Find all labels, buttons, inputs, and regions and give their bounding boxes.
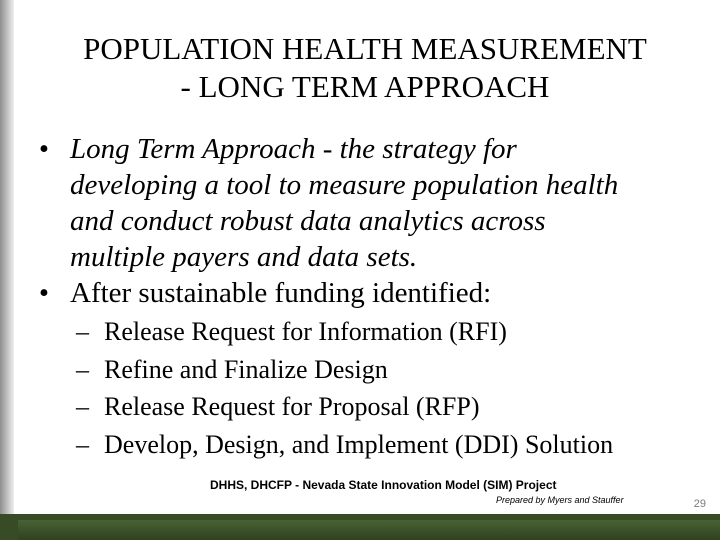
bullet-item-funding [32,275,712,311]
bullet-text [70,131,712,275]
bottom-accent-bar-inner [18,520,720,540]
sub-marker: – [76,354,89,384]
sub-item-design [76,351,716,389]
slide-title-line-1: POPULATION HEALTH MEASUREMENT [83,31,647,66]
sub-item-rfi [76,313,716,351]
sub-item-text: Develop, Design, and Implement (DDI) Solution [104,429,614,459]
sub-item-text: Release Request for Information (RFI) [104,317,507,346]
bullet-item-long-term-approach [32,131,712,275]
bullet-text-line: multiple payers and data sets. [70,241,418,273]
left-accent-bar [0,0,14,540]
bullet-text-line: and conduct robust data analytics across [70,205,546,237]
bullet-marker: • [38,277,50,309]
bullet-text: After sustainable funding identified: [70,277,492,309]
sub-marker: – [76,392,89,421]
sub-item-rfp [76,388,716,426]
slide-credit: Prepared by Myers and Stauffer [496,495,624,505]
sub-marker: – [76,317,89,346]
slide-title [20,30,710,106]
bullet-list [32,131,712,311]
sub-bullet-list [76,313,716,463]
slide-title-line-2: - LONG TERM APPROACH [180,69,550,104]
sub-item-text: Refine and Finalize Design [104,354,388,384]
slide-footer: DHHS, DHCFP - Nevada State Innovation Model (SIM) Project [210,478,557,492]
bullet-text-line: Long Term Approach - the strategy for [70,133,517,165]
sub-item-ddi [76,426,716,464]
sub-marker: – [76,429,89,459]
page-number: 29 [693,498,706,510]
bullet-marker: • [38,133,50,165]
bullet-text-line: developing a tool to measure population health [70,169,619,201]
sub-item-text: Release Request for Proposal (RFP) [104,392,480,421]
